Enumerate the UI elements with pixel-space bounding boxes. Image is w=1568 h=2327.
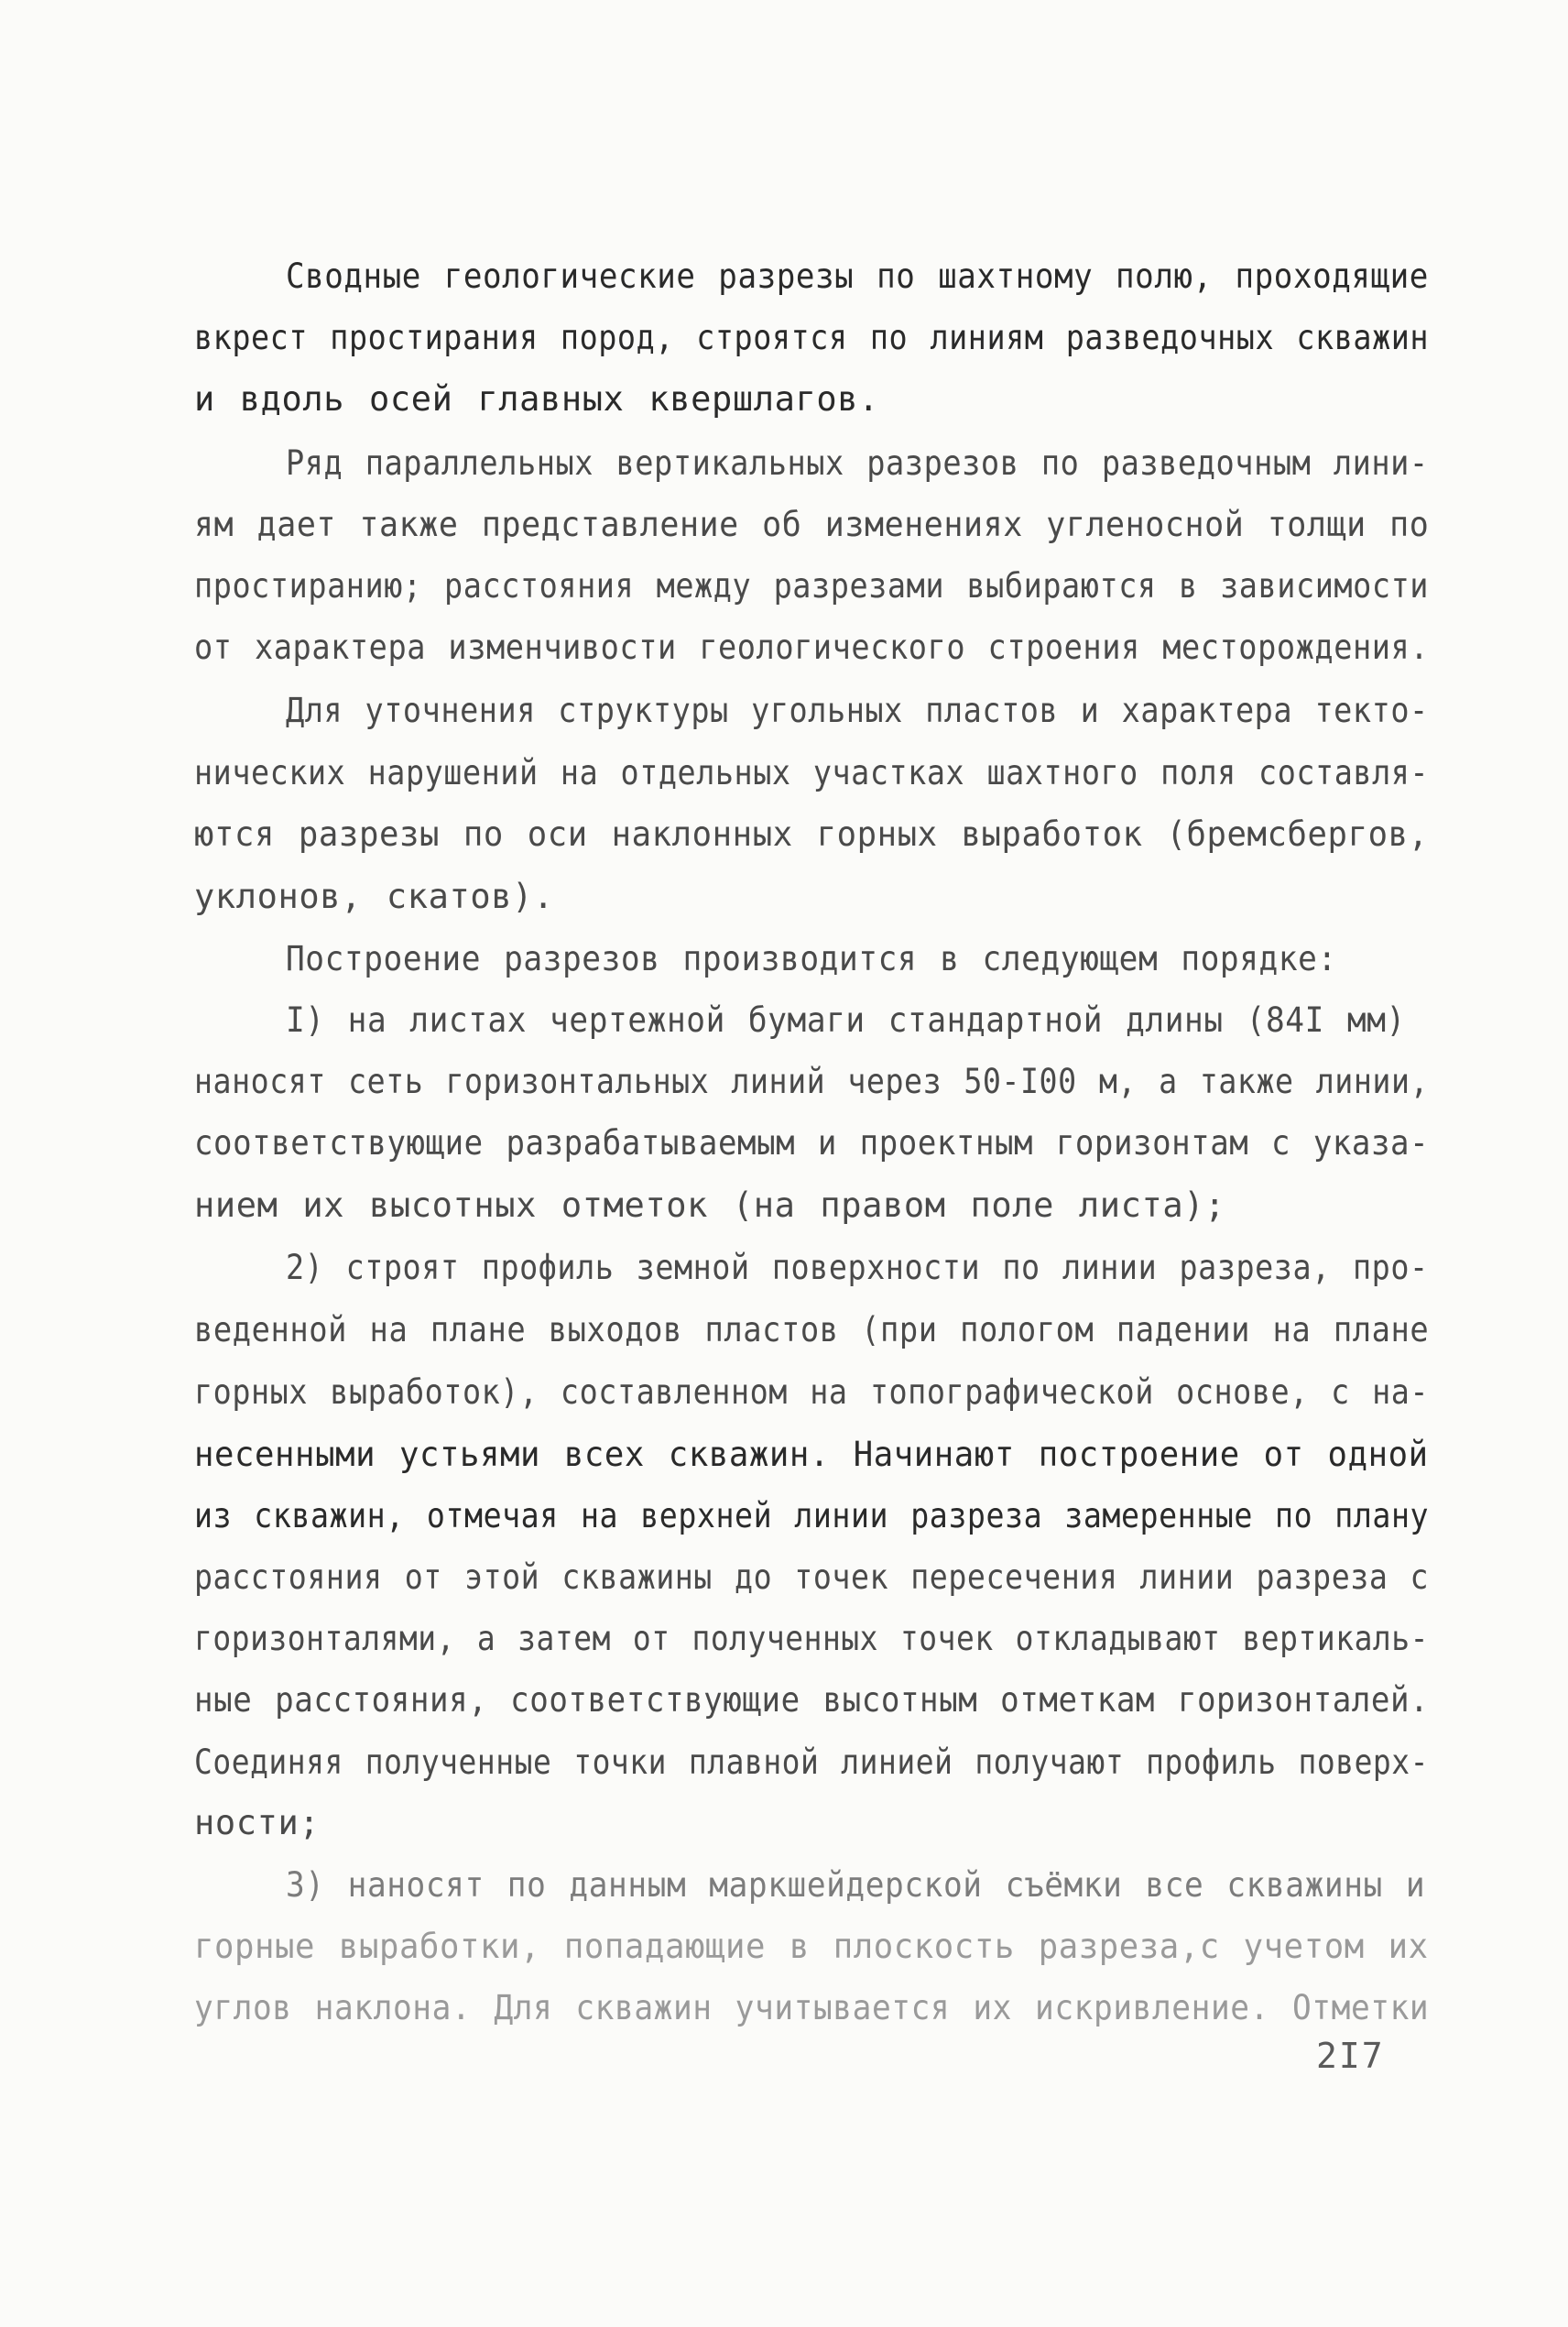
text-line-3: и вдоль осей главных квершлагов. xyxy=(194,379,880,419)
text-line-6: простиранию; расстояния между разрезами выбираются в зависимости xyxy=(194,566,1430,606)
text-line-10: ются разрезы по оси наклонных горных выработок (бремсбергов, xyxy=(194,814,1429,854)
text-line-11: уклонов, скатов). xyxy=(194,877,554,916)
text-line-1: Сводные геологические разрезы по шахтному полю, проходящие xyxy=(286,257,1429,296)
text-line-4: Ряд параллельных вертикальных разрезов по разведочным лини- xyxy=(286,443,1429,483)
text-line-17: 2) строят профиль земной поверхности по линии разреза, про- xyxy=(286,1248,1429,1287)
text-line-13: I) на листах чертежной бумаги стандартной длины (84I мм) xyxy=(286,1000,1406,1040)
text-line-25: Соединяя полученные точки плавной линией получают профиль поверх- xyxy=(194,1743,1429,1782)
text-line-9: нических нарушений на отдельных участках шахтного поля составля- xyxy=(194,753,1430,792)
text-line-12: Построение разрезов производится в следующем порядке: xyxy=(286,939,1337,978)
text-line-5: ям дает также представление об изменениях угленосной толщи по xyxy=(194,505,1430,544)
text-line-14: наносят сеть горизонтальных линий через 50-I00 м, а также линии, xyxy=(194,1062,1430,1101)
text-line-21: из скважин, отмечая на верхней линии разреза замеренные по плану xyxy=(194,1496,1430,1535)
text-line-26: ности; xyxy=(194,1803,321,1842)
text-line-16: нием их высотных отметок (на правом поле листа); xyxy=(194,1185,1226,1225)
text-line-18: веденной на плане выходов пластов (при пологом падении на плане xyxy=(194,1310,1430,1349)
text-line-24: ные расстояния, соответствующие высотным отметкам горизонталей. xyxy=(194,1680,1430,1720)
text-line-28: горные выработки, попадающие в плоскость разреза,с учетом их xyxy=(194,1927,1429,1966)
text-line-8: Для уточнения структуры угольных пластов и характера текто- xyxy=(286,691,1429,730)
text-line-19: горных выработок), составленном на топографической основе, с на- xyxy=(194,1372,1430,1412)
text-line-15: соответствующие разрабатываемым и проектным горизонтам с указа- xyxy=(194,1123,1430,1163)
page-number: 2I7 xyxy=(1316,2036,1385,2076)
text-line-23: горизонталями, а затем от полученных точек откладывают вертикаль- xyxy=(194,1619,1429,1658)
text-line-20: несенными устьями всех скважин. Начинают построение от одной xyxy=(194,1435,1429,1474)
text-line-27: 3) наносят по данным маркшейдерской съёмки все скважины и xyxy=(286,1865,1426,1905)
text-line-22: расстояния от этой скважины до точек пересечения линии разреза с xyxy=(194,1557,1430,1597)
text-line-29: углов наклона. Для скважин учитывается их искривление. Отметки xyxy=(194,1988,1430,2027)
text-line-2: вкрест простирания пород, строятся по линиям разведочных скважин xyxy=(194,318,1430,357)
text-line-7: от характера изменчивости геологического строения месторождения. xyxy=(194,628,1430,667)
